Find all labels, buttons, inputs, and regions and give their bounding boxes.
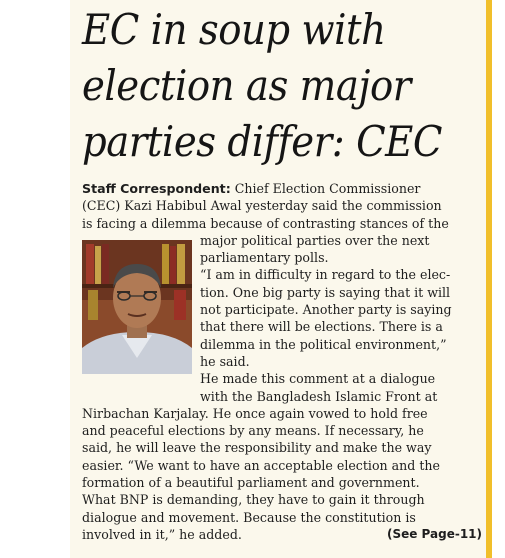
article-line: is facing a dilemma because of contrasting stances of the	[82, 215, 449, 231]
byline: Staff Correspondent:	[82, 181, 231, 196]
article-line: with the Bangladesh Islamic Front at	[200, 388, 438, 404]
article-line: Nirbachan Karjalay. He once again vowed to hold free	[82, 405, 428, 421]
headline-line-1: EC in soup with	[82, 5, 386, 54]
article-line: said, he will leave the responsibility and make the way	[82, 440, 432, 456]
news-clipping	[70, 0, 488, 558]
article-line: that there will be elections. There is a	[200, 319, 443, 335]
article-line: and peaceful elections by any means. If necessary, he	[82, 423, 424, 439]
article-body	[82, 180, 482, 543]
article-line: (CEC) Kazi Habibul Awal yesterday said the commission	[82, 198, 442, 214]
article-line: formation of a beautiful parliament and government.	[82, 475, 420, 491]
article-line: Staff Correspondent: Chief Election Commissioner	[82, 181, 421, 196]
column-rule	[486, 0, 492, 558]
article-line: “I am in difficulty in regard to the elec-	[200, 267, 451, 283]
article-line: tion. One big party is saying that it will	[200, 284, 451, 300]
headline-line-2: election as major	[82, 61, 411, 110]
article-line-last: involved in it,” he added. (See Page-11)	[82, 526, 482, 542]
article-line: major political parties over the next	[200, 232, 430, 248]
article-line: he said.	[200, 353, 250, 369]
article-line: easier. “We want to have an acceptable election and the	[82, 457, 440, 473]
article-line: What BNP is demanding, they have to gain it through	[82, 492, 425, 508]
article-line: dialogue and movement. Because the constitution is	[82, 509, 416, 525]
article-line: dilemma in the political environment,”	[200, 336, 447, 352]
article-line: He made this comment at a dialogue	[200, 371, 436, 387]
headline	[82, 2, 454, 170]
article-line: not participate. Another party is saying	[200, 302, 452, 318]
headline-line-3: parties differ: CEC	[82, 117, 443, 166]
article-line: parliamentary polls.	[200, 250, 329, 266]
continuation-label: (See Page-11)	[386, 526, 482, 541]
